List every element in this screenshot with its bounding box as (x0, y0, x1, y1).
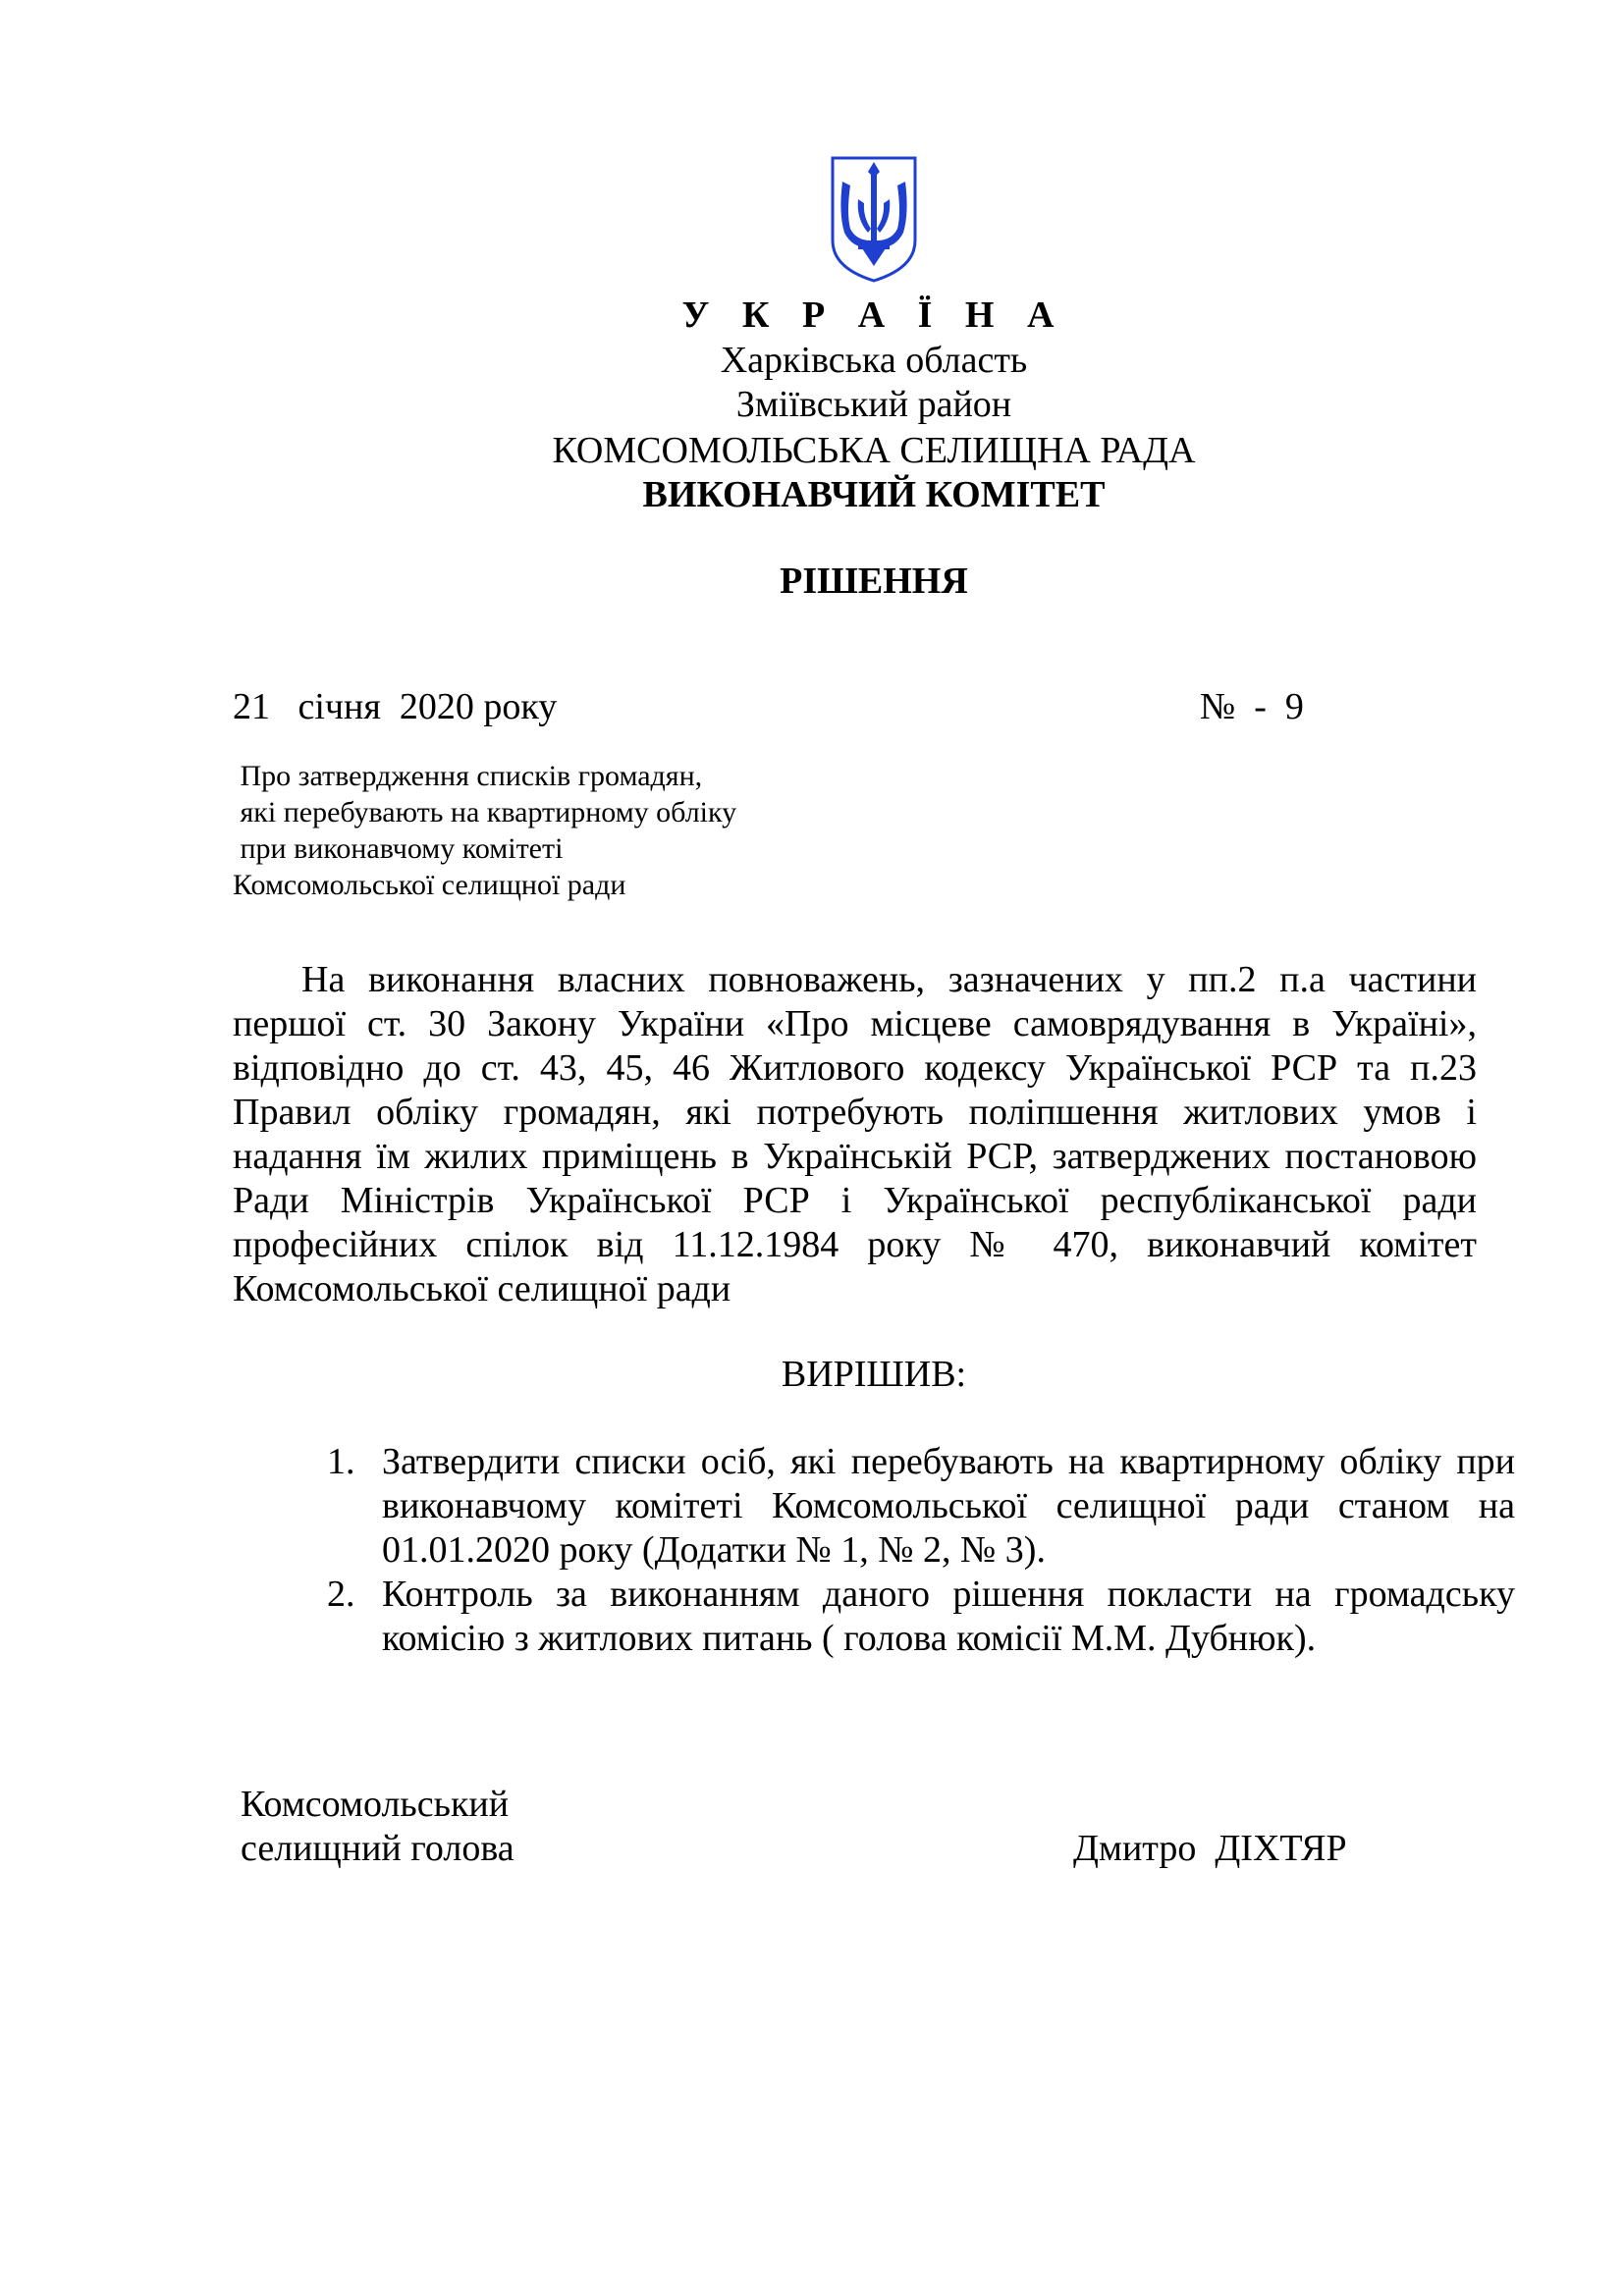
item-number: 1. (327, 1441, 355, 1482)
subject-line: при виконавчому комітеті (233, 832, 564, 865)
preamble-paragraph: На виконання власних повноважень, зазначених у пп.2 п.а частини першої ст. 30 Закону України «Про місцеве самоврядування в Україні», відповідно до ст. 43, 45, 46 Житлового кодексу Української РСР та п.23 Правил обліку громадян, які потребують поліпшення житлових умов і надання їм жилих приміщень в Українській РСР, затверджених постановою Ради Міністрів Української РСР і Української республіканської ради професійних спілок від 11.12.1984 року № 470, виконавчий комітет Комсомольської селищної ради (233, 959, 1477, 1309)
committee-name: ВИКОНАВЧИЙ КОМІТЕТ (642, 474, 1106, 515)
signatory-title-line: Комсомольський (241, 1784, 510, 1825)
oblast-name: Харківська область (720, 340, 1028, 381)
resolution-item (327, 1573, 1515, 1661)
resolution-items (327, 1440, 1515, 1661)
subject-line: які перебувають на квартирному обліку (233, 796, 737, 828)
decision-number: № - 9 (1200, 686, 1304, 727)
council-name: КОМСОМОЛЬСЬКА СЕЛИЩНА РАДА (552, 430, 1196, 471)
rayon-name: Зміївський район (735, 384, 1012, 425)
trident-emblem-icon (829, 154, 919, 285)
item-number: 2. (327, 1574, 355, 1615)
signatory-title (241, 1783, 514, 1871)
decision-subject (233, 758, 736, 903)
signatory-title-line: селищний голова (241, 1828, 514, 1869)
country-name: У К Р А Ї Н А (681, 294, 1066, 336)
item-text: Контроль за виконанням даного рішення покласти на громадську комісію з житлових питань ( голова комісії М.М. Дубнюк). (382, 1574, 1515, 1659)
decision-date: 21 січня 2020 року (233, 686, 558, 727)
item-text: Затвердити списки осіб, які перебувають на квартирному обліку при виконавчому комітеті Комсомольської селищної ради станом на 01.01.2020 року (Додатки № 1, № 2, № 3). (382, 1441, 1515, 1571)
resolved-heading: ВИРІШИВ: (781, 1354, 967, 1395)
resolution-item (327, 1440, 1515, 1573)
signatory-name: Дмитро ДІХТЯР (1073, 1828, 1347, 1869)
document-type: РІШЕННЯ (780, 561, 968, 602)
subject-line: Комсомольської селищної ради (233, 869, 626, 901)
subject-line: Про затвердження списків громадян, (233, 760, 703, 792)
